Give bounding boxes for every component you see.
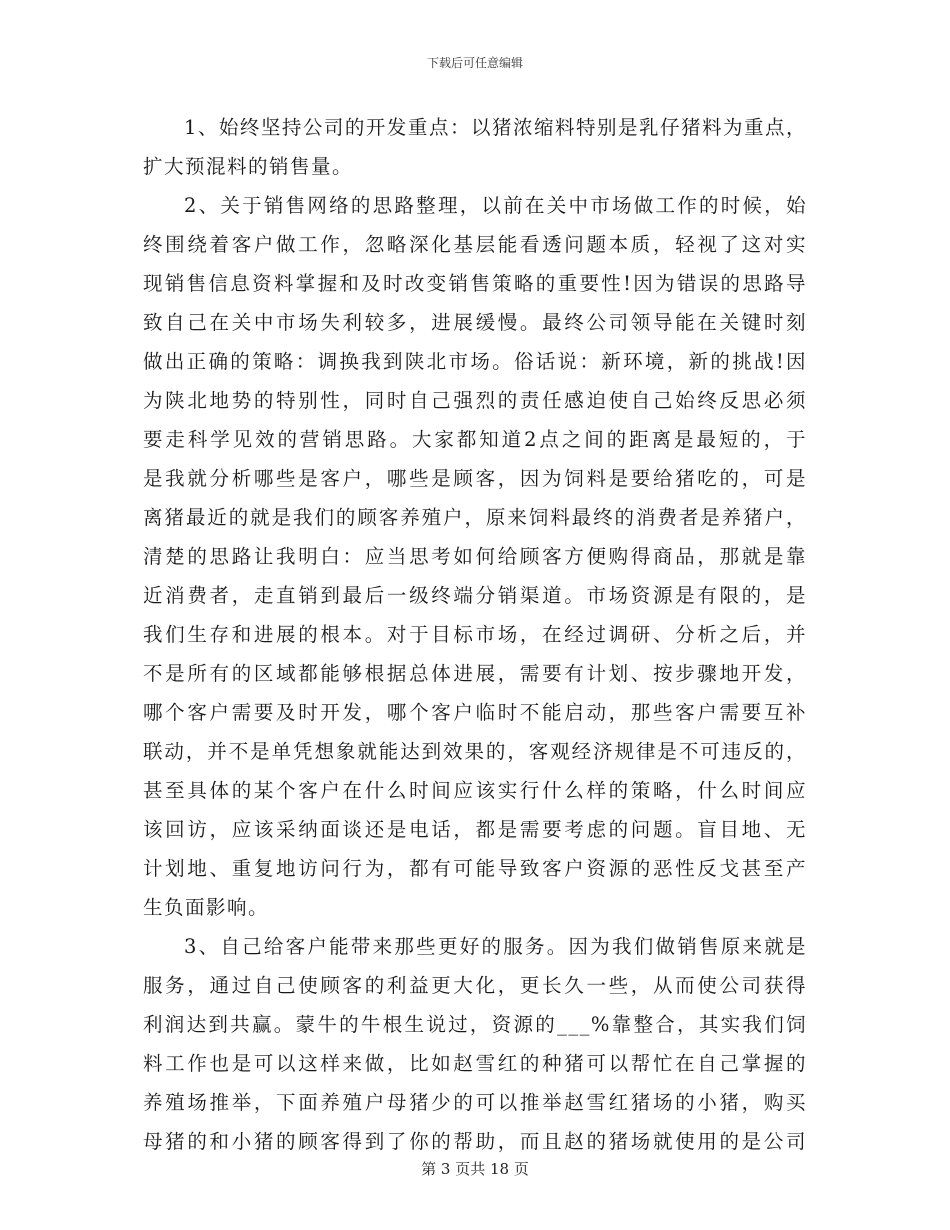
text-line: 该回访，应该采纳面谈还是电话，都是需要考虑的问题。盲目地、无 — [143, 818, 807, 841]
text-line: 3、自己给客户能带来那些更好的服务。因为我们做销售原来就是 — [184, 935, 807, 958]
text-line: 要走科学见效的营销思路。大家都知道2点之间的距离是最短的，于 — [143, 428, 807, 451]
text-line: 离猪最近的就是我们的顾客养殖户，原来饲料最终的消费者是养猪户， — [143, 506, 807, 529]
text-line: 我们生存和进展的根本。对于目标市场，在经过调研、分析之后，并 — [143, 623, 807, 646]
text-line: 服务，通过自己使顾客的利益更大化，更长久一些，从而使公司获得 — [143, 974, 807, 997]
text-line: 是我就分析哪些是客户，哪些是顾客，因为饲料是要给猪吃的，可是 — [143, 467, 807, 490]
text-line: 母猪的和小猪的顾客得到了你的帮助，而且赵的猪场就使用的是公司 — [143, 1130, 807, 1153]
text-line: 计划地、重复地访问行为，都有可能导致客户资源的恶性反戈甚至产 — [143, 857, 807, 880]
text-line: 做出正确的策略：调换我到陕北市场。俗话说：新环境，新的挑战!因 — [143, 350, 807, 373]
text-line: 1、始终坚持公司的开发重点：以猪浓缩料特别是乳仔猪料为重点， — [184, 116, 807, 139]
page-header: 下载后可任意编辑 — [426, 56, 523, 70]
text-line: 利润达到共赢。蒙牛的牛根生说过，资源的___%靠整合，其实我们饲 — [143, 1013, 807, 1036]
text-line: 近消费者，走直销到最后一级终端分销渠道。市场资源是有限的，是 — [143, 584, 807, 607]
text-line: 2、关于销售网络的思路整理，以前在关中市场做工作的时候，始 — [184, 194, 807, 217]
document-body — [143, 108, 807, 1161]
text-line: 甚至具体的某个客户在什么时间应该实行什么样的策略，什么时间应 — [143, 779, 807, 802]
text-line: 生负面影响。 — [143, 896, 270, 919]
text-line: 不是所有的区域都能够根据总体进展，需要有计划、按步骤地开发， — [143, 662, 807, 685]
text-line: 料工作也是可以这样来做，比如赵雪红的种猪可以帮忙在自己掌握的 — [143, 1052, 807, 1075]
text-line: 终围绕着客户做工作，忽略深化基层能看透问题本质，轻视了这对实 — [143, 233, 807, 256]
text-line: 致自己在关中市场失利较多，进展缓慢。最终公司领导能在关键时刻 — [143, 311, 807, 334]
text-line: 哪个客户需要及时开发，哪个客户临时不能启动，那些客户需要互补 — [143, 701, 807, 724]
text-line: 养殖场推举，下面养殖户母猪少的可以推举赵雪红猪场的小猪，购买 — [143, 1091, 807, 1114]
text-line: 现销售信息资料掌握和及时改变销售策略的重要性!因为错误的思路导 — [143, 272, 807, 295]
page-footer: 第 3 页共 18 页 — [421, 1160, 529, 1178]
text-line: 为陕北地势的特别性，同时自己强烈的责任感迫使自己始终反思必须 — [143, 389, 807, 412]
text-line: 扩大预混料的销售量。 — [143, 155, 354, 178]
text-line: 联动，并不是单凭想象就能达到效果的，客观经济规律是不可违反的， — [143, 740, 807, 763]
text-line: 清楚的思路让我明白：应当思考如何给顾客方便购得商品，那就是靠 — [143, 545, 807, 568]
